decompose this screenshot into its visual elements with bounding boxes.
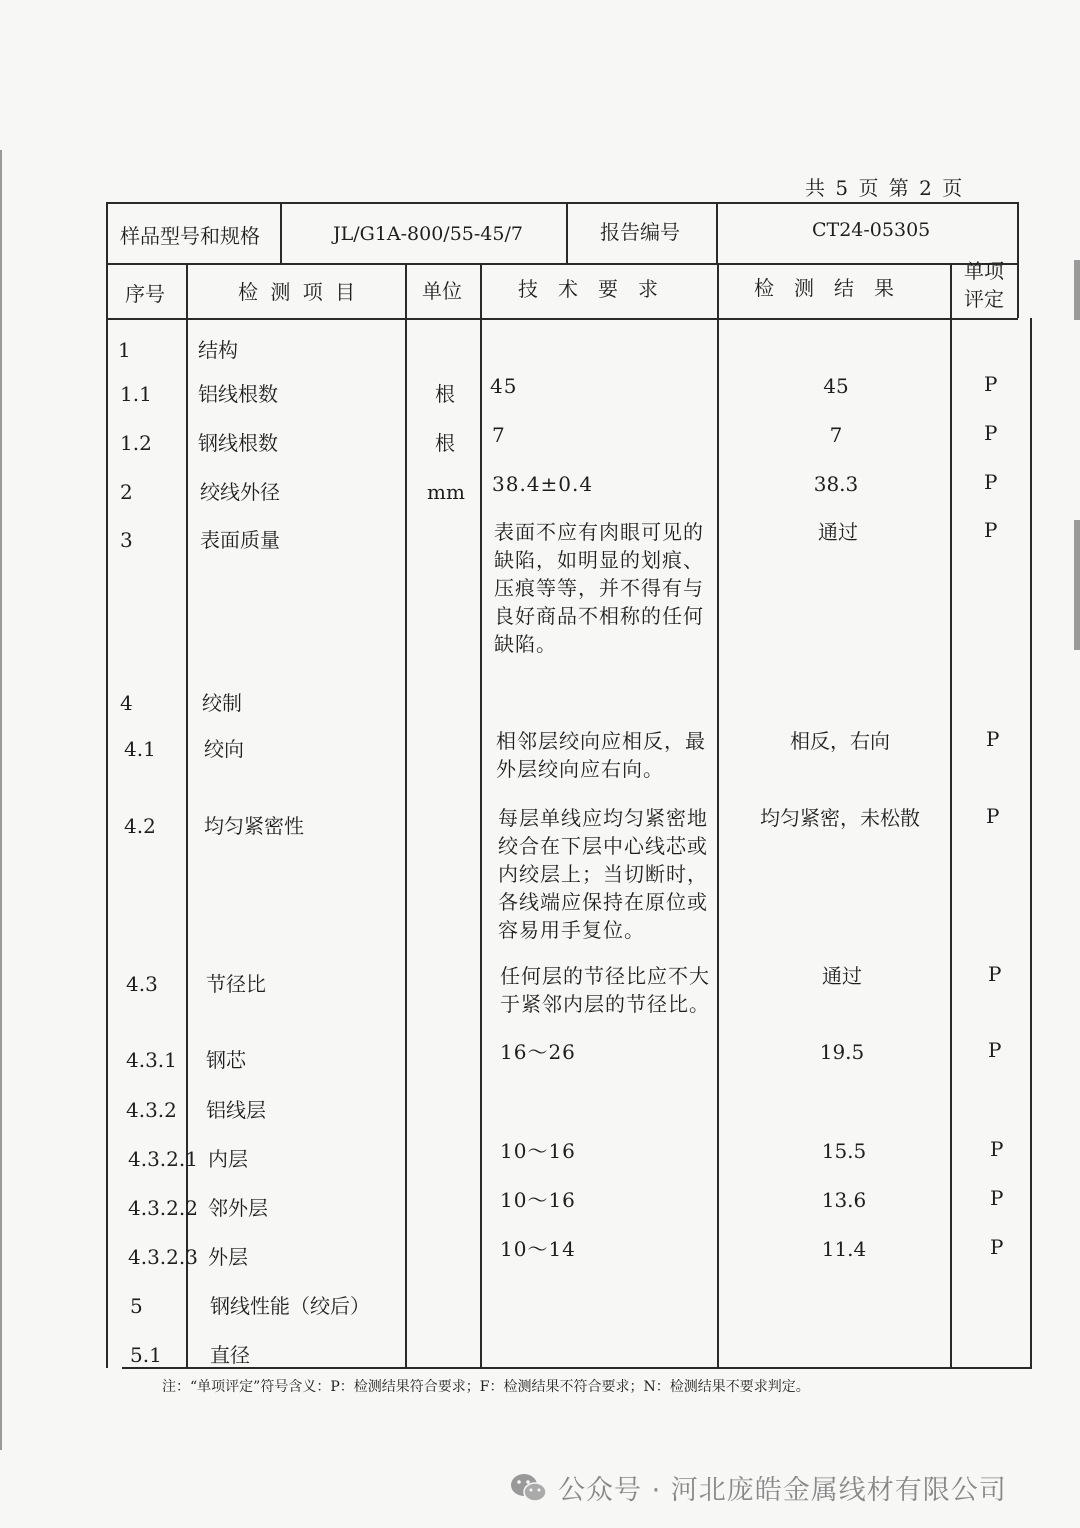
table-border-left: [106, 202, 108, 1368]
row-item: 直径: [210, 1343, 250, 1367]
row-verdict: P: [986, 804, 1000, 828]
row-result: 38.3: [813, 472, 859, 496]
col-header-result: 检 测 结 果: [754, 276, 894, 300]
row-requirement: 16～26: [500, 1040, 576, 1064]
row-requirement: 表面不应有肉眼可见的缺陷，如明显的划痕、压痕等等，并不得有与良好商品不相称的任何缺陷。: [494, 520, 704, 656]
row-requirement: 任何层的节径比应不大于紧邻内层的节径比。: [500, 964, 710, 1016]
col-header-item: 检 测 项 目: [238, 280, 359, 304]
row-result: 13.6: [821, 1188, 867, 1212]
col-divider-unit: [480, 263, 482, 1368]
col-header-verdict-1: 单项: [964, 259, 1004, 283]
row-verdict: P: [986, 727, 1000, 751]
footnote: 注：“单项评定”符号含义：P：检测结果符合要求；F：检测结果不符合要求；N：检测结果不要求判定。: [162, 1379, 810, 1395]
sample-value: JL/G1A-800/55-45/7: [333, 223, 523, 245]
row-verdict: P: [990, 1235, 1004, 1259]
sample-label: 样品型号和规格: [120, 224, 260, 248]
col-header-seq: 序号: [125, 282, 165, 306]
col-divider-result: [950, 263, 952, 1368]
row-verdict: P: [990, 1186, 1004, 1210]
row-seq: 1: [118, 338, 131, 362]
wechat-icon: [510, 1472, 548, 1504]
row-unit: mm: [427, 480, 465, 504]
row-item: 绞制: [202, 691, 242, 715]
table-border-right-top: [1017, 202, 1019, 318]
row-unit: 根: [435, 431, 455, 455]
watermark: [510, 1468, 1007, 1507]
row-requirement: 每层单线应均匀紧密地绞合在下层中心线芯或内绞层上；当切断时，各线端应保持在原位或容易用手复位。: [498, 806, 708, 942]
report-value: CT24-05305: [812, 219, 931, 241]
row-verdict: P: [988, 962, 1002, 986]
header-divider-3: [716, 202, 718, 264]
row-item: 绞向: [204, 737, 244, 761]
row-seq: 1.2: [120, 431, 152, 455]
row-item: 钢线性能（绞后）: [210, 1294, 370, 1318]
row-result: 7: [829, 423, 843, 447]
row-requirement: 10～16: [500, 1188, 576, 1212]
row-seq: 5: [130, 1294, 143, 1318]
table-border-right: [1030, 318, 1032, 1368]
row-requirement: 45: [490, 374, 518, 398]
row-item: 铝线层: [206, 1098, 266, 1122]
table-border-bottom: [122, 1367, 1032, 1369]
row-verdict: P: [988, 1038, 1002, 1062]
row-item: 节径比: [206, 972, 266, 996]
row-item: 钢芯: [206, 1048, 246, 1072]
row-seq: 4.3.1: [126, 1048, 177, 1072]
row-seq: 4.3.2.1: [128, 1147, 198, 1171]
row-result: 相反，右向: [790, 729, 890, 753]
row-verdict: P: [984, 372, 998, 396]
row-seq: 4: [120, 691, 133, 715]
row-result: 均匀紧密，未松散: [760, 806, 920, 830]
row-verdict: P: [990, 1137, 1004, 1161]
row-item: 表面质量: [200, 528, 280, 552]
row-seq: 4.1: [124, 737, 156, 761]
table-border-top: [106, 202, 1018, 204]
row-item: 邻外层: [208, 1196, 268, 1220]
row-requirement: 10～16: [500, 1139, 576, 1163]
watermark-text: 公众号 · 河北庞皓金属线材有限公司: [558, 1475, 1007, 1506]
page-number: 共 5 页 第 2 页: [805, 176, 965, 200]
row-seq: 4.3.2.3: [128, 1245, 198, 1269]
row-item: 均匀紧密性: [204, 814, 304, 838]
row-result: 15.5: [821, 1139, 867, 1163]
row-result: 通过: [818, 520, 858, 544]
header-divider-2: [566, 202, 568, 264]
col-header-unit: 单位: [422, 279, 462, 303]
row-item: 结构: [198, 338, 238, 362]
row-seq: 4.3.2: [126, 1098, 177, 1122]
row-seq: 5.1: [130, 1343, 162, 1367]
row-item: 钢线根数: [198, 431, 278, 455]
header-divider-1: [280, 202, 282, 264]
row-item: 绞线外径: [200, 480, 280, 504]
row-result: 19.5: [819, 1040, 865, 1064]
row-seq: 1.1: [120, 382, 152, 406]
row-requirement: 7: [492, 423, 506, 447]
row-verdict: P: [984, 518, 998, 542]
row-item: 铝线根数: [198, 382, 278, 406]
col-header-requirement: 技 术 要 求: [518, 277, 658, 301]
row-seq: 4.3: [126, 972, 158, 996]
row-unit: 根: [435, 382, 455, 406]
col-divider-item: [405, 263, 407, 1368]
row-seq: 3: [120, 528, 133, 552]
row-verdict: P: [984, 421, 998, 445]
row-result: 45: [823, 374, 849, 398]
row-requirement: 相邻层绞向应相反，最外层绞向应右向。: [496, 729, 706, 781]
report-label: 报告编号: [600, 220, 680, 244]
row-item: 内层: [208, 1147, 248, 1171]
row-requirement: 38.4±0.4: [492, 472, 594, 496]
col-header-verdict-2: 评定: [964, 287, 1004, 311]
row-result: 11.4: [821, 1237, 867, 1261]
row-requirement: 10～14: [500, 1237, 576, 1261]
row-seq: 4.3.2.2: [128, 1196, 198, 1220]
row-seq: 2: [120, 480, 133, 504]
row-seq: 4.2: [124, 814, 156, 838]
table-line-header: [106, 263, 1018, 265]
row-item: 外层: [208, 1245, 248, 1269]
table-line-columns: [106, 318, 1018, 320]
row-verdict: P: [984, 470, 998, 494]
row-result: 通过: [822, 964, 862, 988]
